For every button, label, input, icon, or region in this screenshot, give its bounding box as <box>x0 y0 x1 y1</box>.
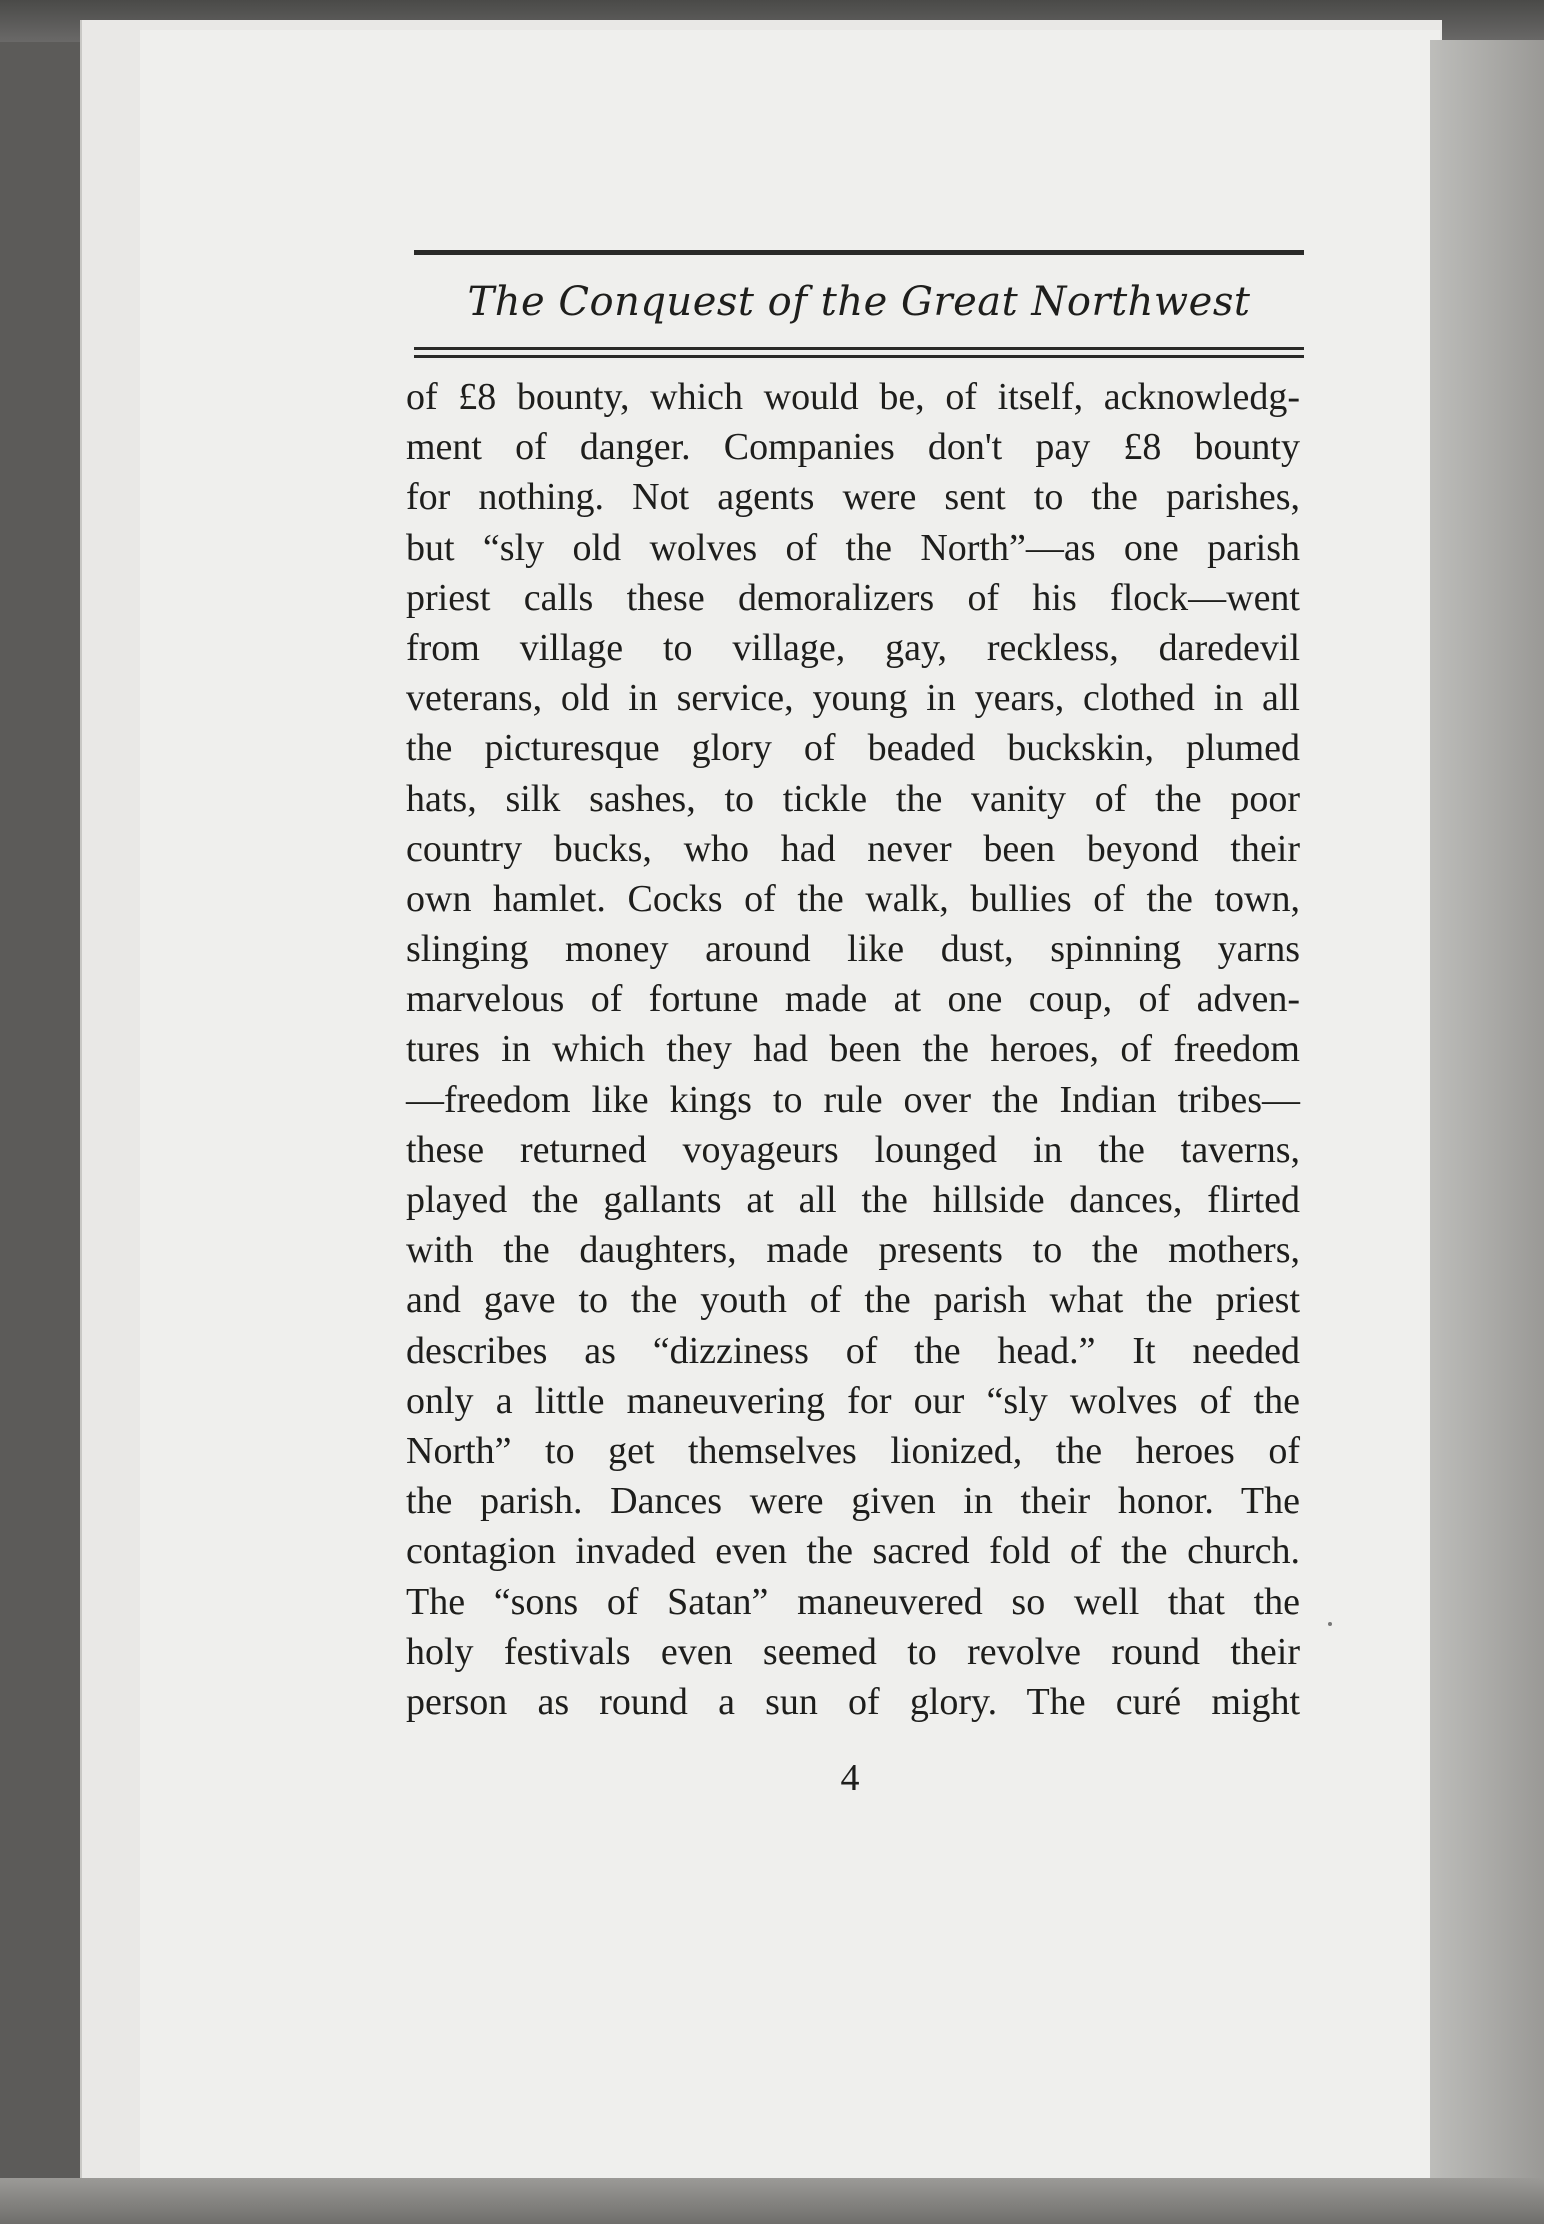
text-line: the picturesque glory of beaded buckskin, plumed <box>406 727 1300 770</box>
text-line: tures in which they had been the heroes, of freedom <box>406 1028 1300 1071</box>
text-line: country bucks, who had never been beyond their <box>406 827 1300 870</box>
text-line: for nothing. Not agents were sent to the parishes, <box>406 476 1300 519</box>
text-line: with the daughters, made presents to the mothers, <box>406 1229 1300 1272</box>
text-line: person as round a sun of glory. The curé might <box>406 1680 1300 1723</box>
text-line: the parish. Dances were given in their honor. The <box>406 1480 1300 1523</box>
text-line: but “sly old wolves of the North”—as one parish <box>406 526 1300 569</box>
text-line: own hamlet. Cocks of the walk, bullies of the town, <box>406 877 1300 920</box>
text-line: slinging money around like dust, spinning yarns <box>406 928 1300 971</box>
text-line: played the gallants at all the hillside dances, flirted <box>406 1179 1300 1221</box>
text-line: veterans, old in service, young in years, clothed in all <box>406 677 1300 720</box>
text-line: —freedom like kings to rule over the Indian tribes— <box>406 1078 1300 1121</box>
text-line: North” to get themselves lionized, the heroes of <box>406 1429 1300 1472</box>
text-line: holy festivals even seemed to revolve round their <box>406 1630 1300 1673</box>
text-line: marvelous of fortune made at one coup, of adven- <box>406 978 1300 1021</box>
binding-shadow <box>1430 40 1544 2224</box>
text-line: of £8 bounty, which would be, of itself, acknowledg- <box>406 376 1300 418</box>
running-header <box>414 250 1304 358</box>
text-line: these returned voyageurs lounged in the taverns, <box>406 1128 1300 1171</box>
text-line: contagion invaded even the sacred fold of the church. <box>406 1530 1300 1573</box>
scan-speck <box>1328 1622 1332 1626</box>
scan-bottom-shadow <box>0 2178 1544 2224</box>
text-line: only a little maneuvering for our “sly wolves of the <box>406 1379 1300 1422</box>
text-line: from village to village, gay, reckless, daredevil <box>406 626 1300 669</box>
text-line: ment of danger. Companies don't pay £8 bounty <box>406 426 1300 469</box>
page-number: 4 <box>840 1757 860 1799</box>
body-text <box>406 372 1300 1727</box>
text-line: priest calls these demoralizers of his flock—went <box>406 576 1300 619</box>
text-line: The “sons of Satan” maneuvered so well that the <box>406 1580 1300 1623</box>
text-line: describes as “dizziness of the head.” It needed <box>406 1329 1300 1372</box>
running-title: The Conquest of the Great Northwest <box>467 279 1251 325</box>
text-line: hats, silk sashes, to tickle the vanity of the poor <box>406 777 1300 820</box>
header-double-rule <box>414 347 1304 358</box>
text-line: and gave to the youth of the parish what the priest <box>406 1279 1300 1322</box>
header-top-rule <box>414 250 1304 255</box>
